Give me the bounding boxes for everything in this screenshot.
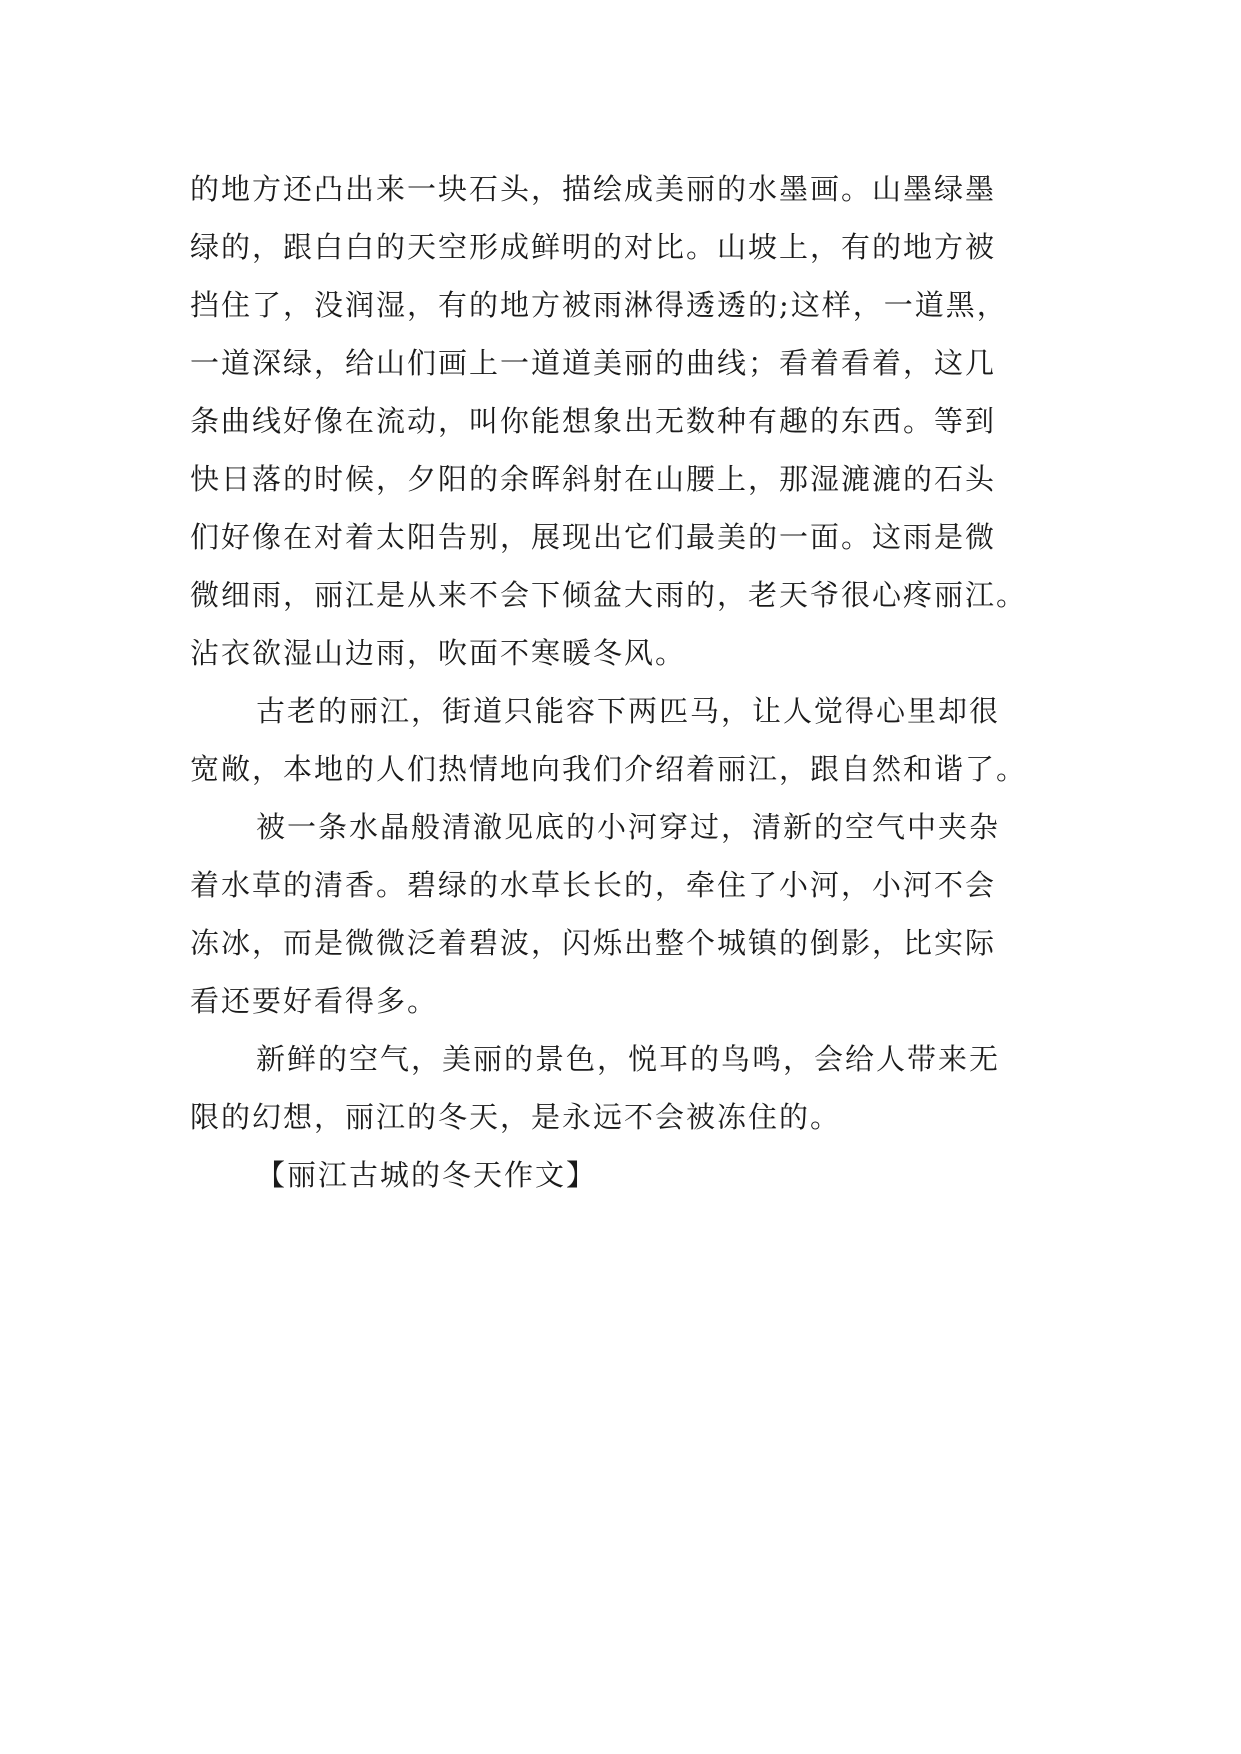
text-line: 一道深绿，给山们画上一道道美丽的曲线；看着看着，这几: [190, 346, 997, 380]
paragraph-start-line: 古老的丽江，街道只能容下两匹马，让人觉得心里却很: [256, 694, 1001, 728]
text-line: 冻冰，而是微微泛着碧波，闪烁出整个城镇的倒影，比实际: [190, 926, 997, 960]
text-line: 绿的，跟白白的天空形成鲜明的对比。山坡上，有的地方被: [190, 230, 997, 264]
text-line: 看还要好看得多。: [190, 984, 439, 1018]
text-line: 快日落的时候，夕阳的余晖斜射在山腰上，那湿漉漉的石头: [190, 462, 997, 496]
text-line: 条曲线好像在流动，叫你能想象出无数种有趣的东西。等到: [190, 404, 997, 438]
document-title-tag: 【丽江古城的冬天作文】: [256, 1158, 598, 1192]
text-line: 沾衣欲湿山边雨，吹面不寒暖冬风。: [190, 636, 687, 670]
paragraph-start-line: 被一条水晶般清澈见底的小河穿过，清新的空气中夹杂: [256, 810, 1001, 844]
text-line: 的地方还凸出来一块石头，描绘成美丽的水墨画。山墨绿墨: [190, 172, 997, 206]
text-line: 们好像在对着太阳告别，展现出它们最美的一面。这雨是微: [190, 520, 997, 554]
text-line: 限的幻想，丽江的冬天，是永远不会被冻住的。: [190, 1100, 842, 1134]
paragraph-start-line: 新鲜的空气，美丽的景色，悦耳的鸟鸣，会给人带来无: [256, 1042, 1001, 1076]
text-line: 着水草的清香。碧绿的水草长长的，牵住了小河，小河不会: [190, 868, 997, 902]
text-line: 微细雨，丽江是从来不会下倾盆大雨的，老天爷很心疼丽江。: [190, 578, 1028, 612]
text-line: 挡住了，没润湿，有的地方被雨淋得透透的;这样，一道黑，: [190, 288, 1008, 322]
text-line: 宽敞，本地的人们热情地向我们介绍着丽江，跟自然和谐了。: [190, 752, 1028, 786]
body-text: [190, 160, 1090, 1204]
